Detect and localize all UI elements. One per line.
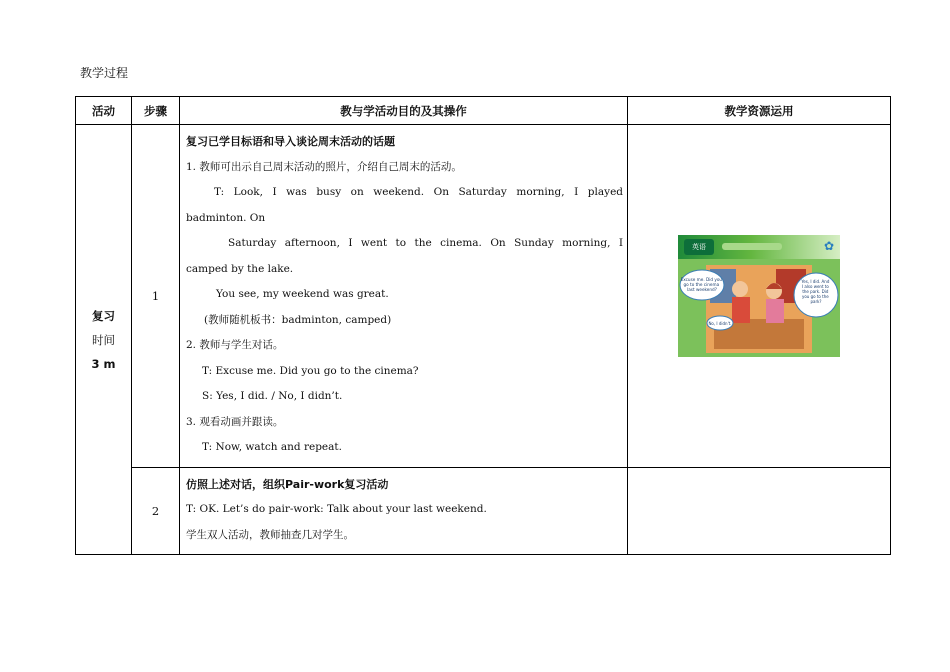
table-row-step-1 xyxy=(76,125,891,468)
header-resources: 教学资源运用 xyxy=(628,97,891,125)
resource-cell-2 xyxy=(628,467,891,555)
step-2-heading: 仿照上述对话，组织Pair-work复习活动 xyxy=(186,477,389,491)
step-1-line: T: Look, I was busy on weekend. On Saturday morning, I played xyxy=(214,186,623,198)
step-1-line: (教师随机板书：badminton, camped) xyxy=(204,313,392,326)
step-1-line: S: Yes, I did. / No, I didn’t. xyxy=(202,390,343,402)
activity-name: 复习 xyxy=(92,308,115,323)
step-number-2: 2 xyxy=(132,467,180,555)
classroom-dialogue-illustration xyxy=(678,259,840,357)
bubble-right-text: Yes, I did. And I also went to the park. Did you go to the park? xyxy=(801,278,830,304)
globe-icon: ✿ xyxy=(823,238,834,253)
header-step: 步骤 xyxy=(132,97,180,125)
step-1-line: Saturday afternoon, I went to the cinema. On Sunday morning, I xyxy=(228,237,623,249)
table-header-row xyxy=(76,97,891,125)
step-1-heading: 复习已学目标语和导入谈论周末活动的话题 xyxy=(186,135,395,148)
bubble-left-text: Excuse me. Did you go to the cinema last weekend? xyxy=(680,276,723,292)
activity-duration: 3 m xyxy=(91,356,116,371)
lesson-plan-table xyxy=(75,96,891,555)
step-1-line: badminton. On xyxy=(186,211,266,224)
step-2-operations xyxy=(180,467,628,555)
slide-ribbon xyxy=(722,243,782,250)
step-2-line: 学生双人活动，教师抽查几对学生。 xyxy=(186,528,354,541)
table-row-step-2 xyxy=(76,467,891,555)
resource-cell-1 xyxy=(628,125,891,468)
slide-logo: 英语 xyxy=(684,239,714,255)
header-operations: 教与学活动目的及其操作 xyxy=(180,97,628,125)
step-2-line: T: OK. Let’s do pair-work: Talk about your last weekend. xyxy=(186,503,487,515)
textbook-slide-image xyxy=(678,235,840,357)
step-1-line: You see, my weekend was great. xyxy=(216,288,389,300)
step-1-line: 3. 观看动画并跟读。 xyxy=(186,415,284,428)
step-1-operations xyxy=(180,125,628,468)
step-1-line: camped by the lake. xyxy=(186,262,294,275)
step-1-line: 1. 教师可出示自己周末活动的照片，介绍自己周末的活动。 xyxy=(186,160,462,173)
header-activity: 活动 xyxy=(76,97,132,125)
step-number-1: 1 xyxy=(132,125,180,468)
activity-cell xyxy=(76,125,132,555)
step-1-line: T: Excuse me. Did you go to the cinema? xyxy=(202,364,419,377)
activity-time-label: 时间 xyxy=(92,332,115,347)
page-title: 教学过程 xyxy=(80,66,129,80)
step-1-line: 2. 教师与学生对话。 xyxy=(186,339,284,351)
bubble-small-text: No, I didn't. xyxy=(708,320,732,326)
step-1-line: T: Now, watch and repeat. xyxy=(202,441,342,453)
